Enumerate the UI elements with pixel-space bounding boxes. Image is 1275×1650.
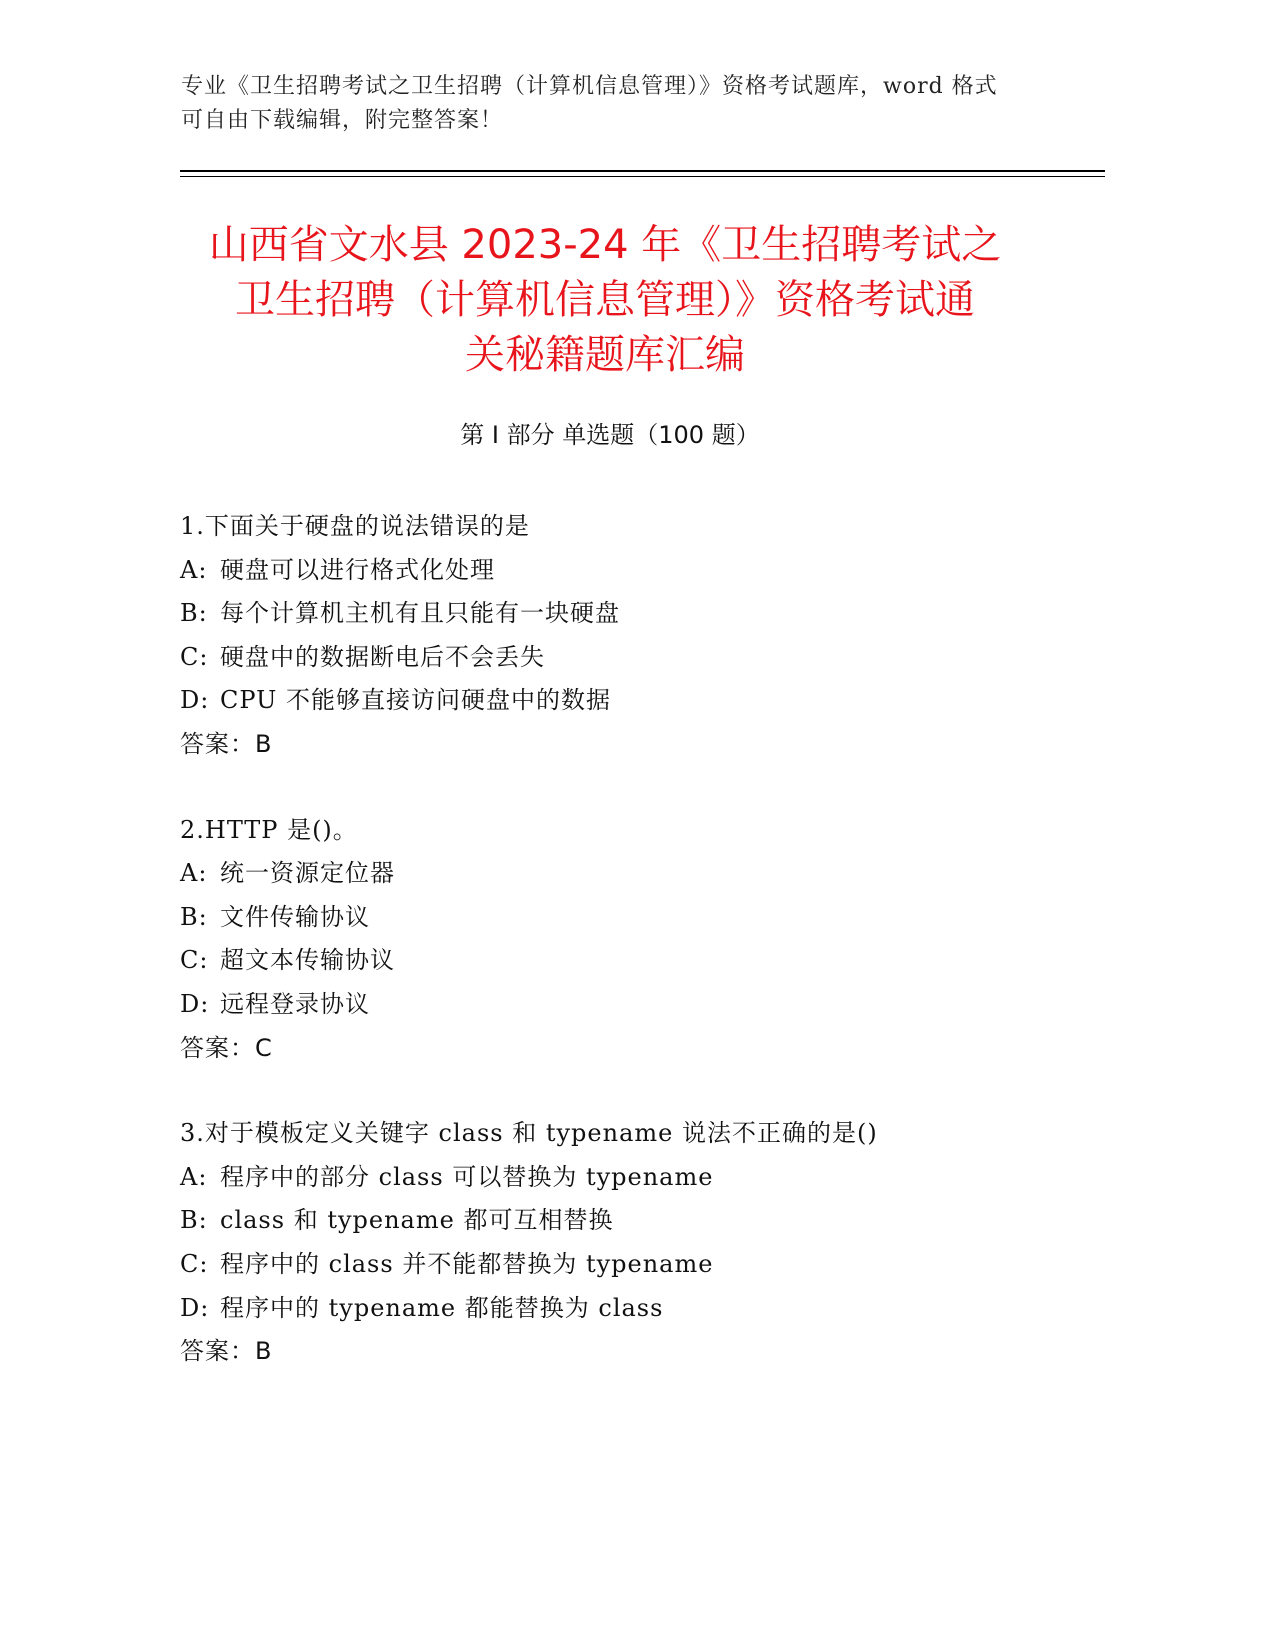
option-text: 超文本传输协议 <box>220 946 395 975</box>
header-divider-thin <box>180 176 1105 177</box>
document-title-line-3: 关秘籍题库汇编 <box>465 332 745 378</box>
question-3 <box>180 1112 1080 1374</box>
document-header-note <box>181 70 1061 138</box>
option-text: 每个计算机主机有且只能有一块硬盘 <box>220 599 620 628</box>
header-note-line-1: 专业《卫生招聘考试之卫生招聘（计算机信息管理）》资格考试题库，word 格式 <box>181 74 998 99</box>
option-text: 文件传输协议 <box>220 902 370 931</box>
option-a <box>180 1156 1080 1200</box>
option-text: 程序中的 typename 都能替换为 class <box>220 1293 664 1322</box>
option-key: A: <box>180 555 208 584</box>
option-text: 远程登录协议 <box>220 989 370 1018</box>
option-text: 程序中的 class 并不能都替换为 typename <box>220 1249 714 1278</box>
option-key: B: <box>180 902 208 931</box>
answer-line: 答案：B <box>180 729 273 758</box>
answer-line: 答案：B <box>180 1337 273 1366</box>
option-text: 程序中的部分 class 可以替换为 typename <box>220 1162 714 1191</box>
option-c <box>180 939 1080 983</box>
document-title-line-1: 山西省文水县 2023-24 年《卫生招聘考试之 <box>208 222 1002 268</box>
document-title-line-2: 卫生招聘（计算机信息管理）》资格考试通 <box>235 277 975 323</box>
option-c <box>180 636 1080 680</box>
option-d <box>180 679 1080 723</box>
option-key: C: <box>180 946 209 975</box>
option-key: D: <box>180 1293 210 1322</box>
option-key: D: <box>180 989 210 1018</box>
option-text: 硬盘中的数据断电后不会丢失 <box>220 642 545 671</box>
option-b <box>180 1199 1080 1243</box>
question-stem: 2.HTTP 是()。 <box>180 815 358 844</box>
header-divider-thick <box>180 170 1105 172</box>
answer-line: 答案：C <box>180 1033 273 1062</box>
option-c <box>180 1243 1080 1287</box>
question-stem: 1.下面关于硬盘的说法错误的是 <box>180 512 530 540</box>
question-2 <box>180 809 1080 1071</box>
question-stem: 3.对于模板定义关键字 class 和 typename 说法不正确的是() <box>180 1119 878 1148</box>
option-text: class 和 typename 都可互相替换 <box>220 1206 614 1235</box>
option-text: CPU 不能够直接访问硬盘中的数据 <box>220 686 611 715</box>
option-key: D: <box>180 686 210 715</box>
option-b <box>180 592 1080 636</box>
option-d <box>180 1287 1080 1331</box>
option-a <box>180 852 1080 896</box>
document-title <box>175 218 1035 383</box>
option-a <box>180 549 1080 593</box>
option-key: A: <box>180 1162 208 1191</box>
option-key: B: <box>180 1206 208 1235</box>
option-text: 统一资源定位器 <box>220 859 395 888</box>
option-key: B: <box>180 599 208 628</box>
option-d <box>180 983 1080 1027</box>
option-key: C: <box>180 642 209 671</box>
question-1 <box>180 505 1080 767</box>
header-note-line-2: 可自由下载编辑，附完整答案！ <box>181 108 504 133</box>
section-title: 第 I 部分 单选题（100 题） <box>460 421 760 449</box>
option-key: C: <box>180 1249 209 1278</box>
option-b <box>180 896 1080 940</box>
option-key: A: <box>180 859 208 888</box>
question-list <box>180 505 1080 1416</box>
option-text: 硬盘可以进行格式化处理 <box>220 555 495 584</box>
